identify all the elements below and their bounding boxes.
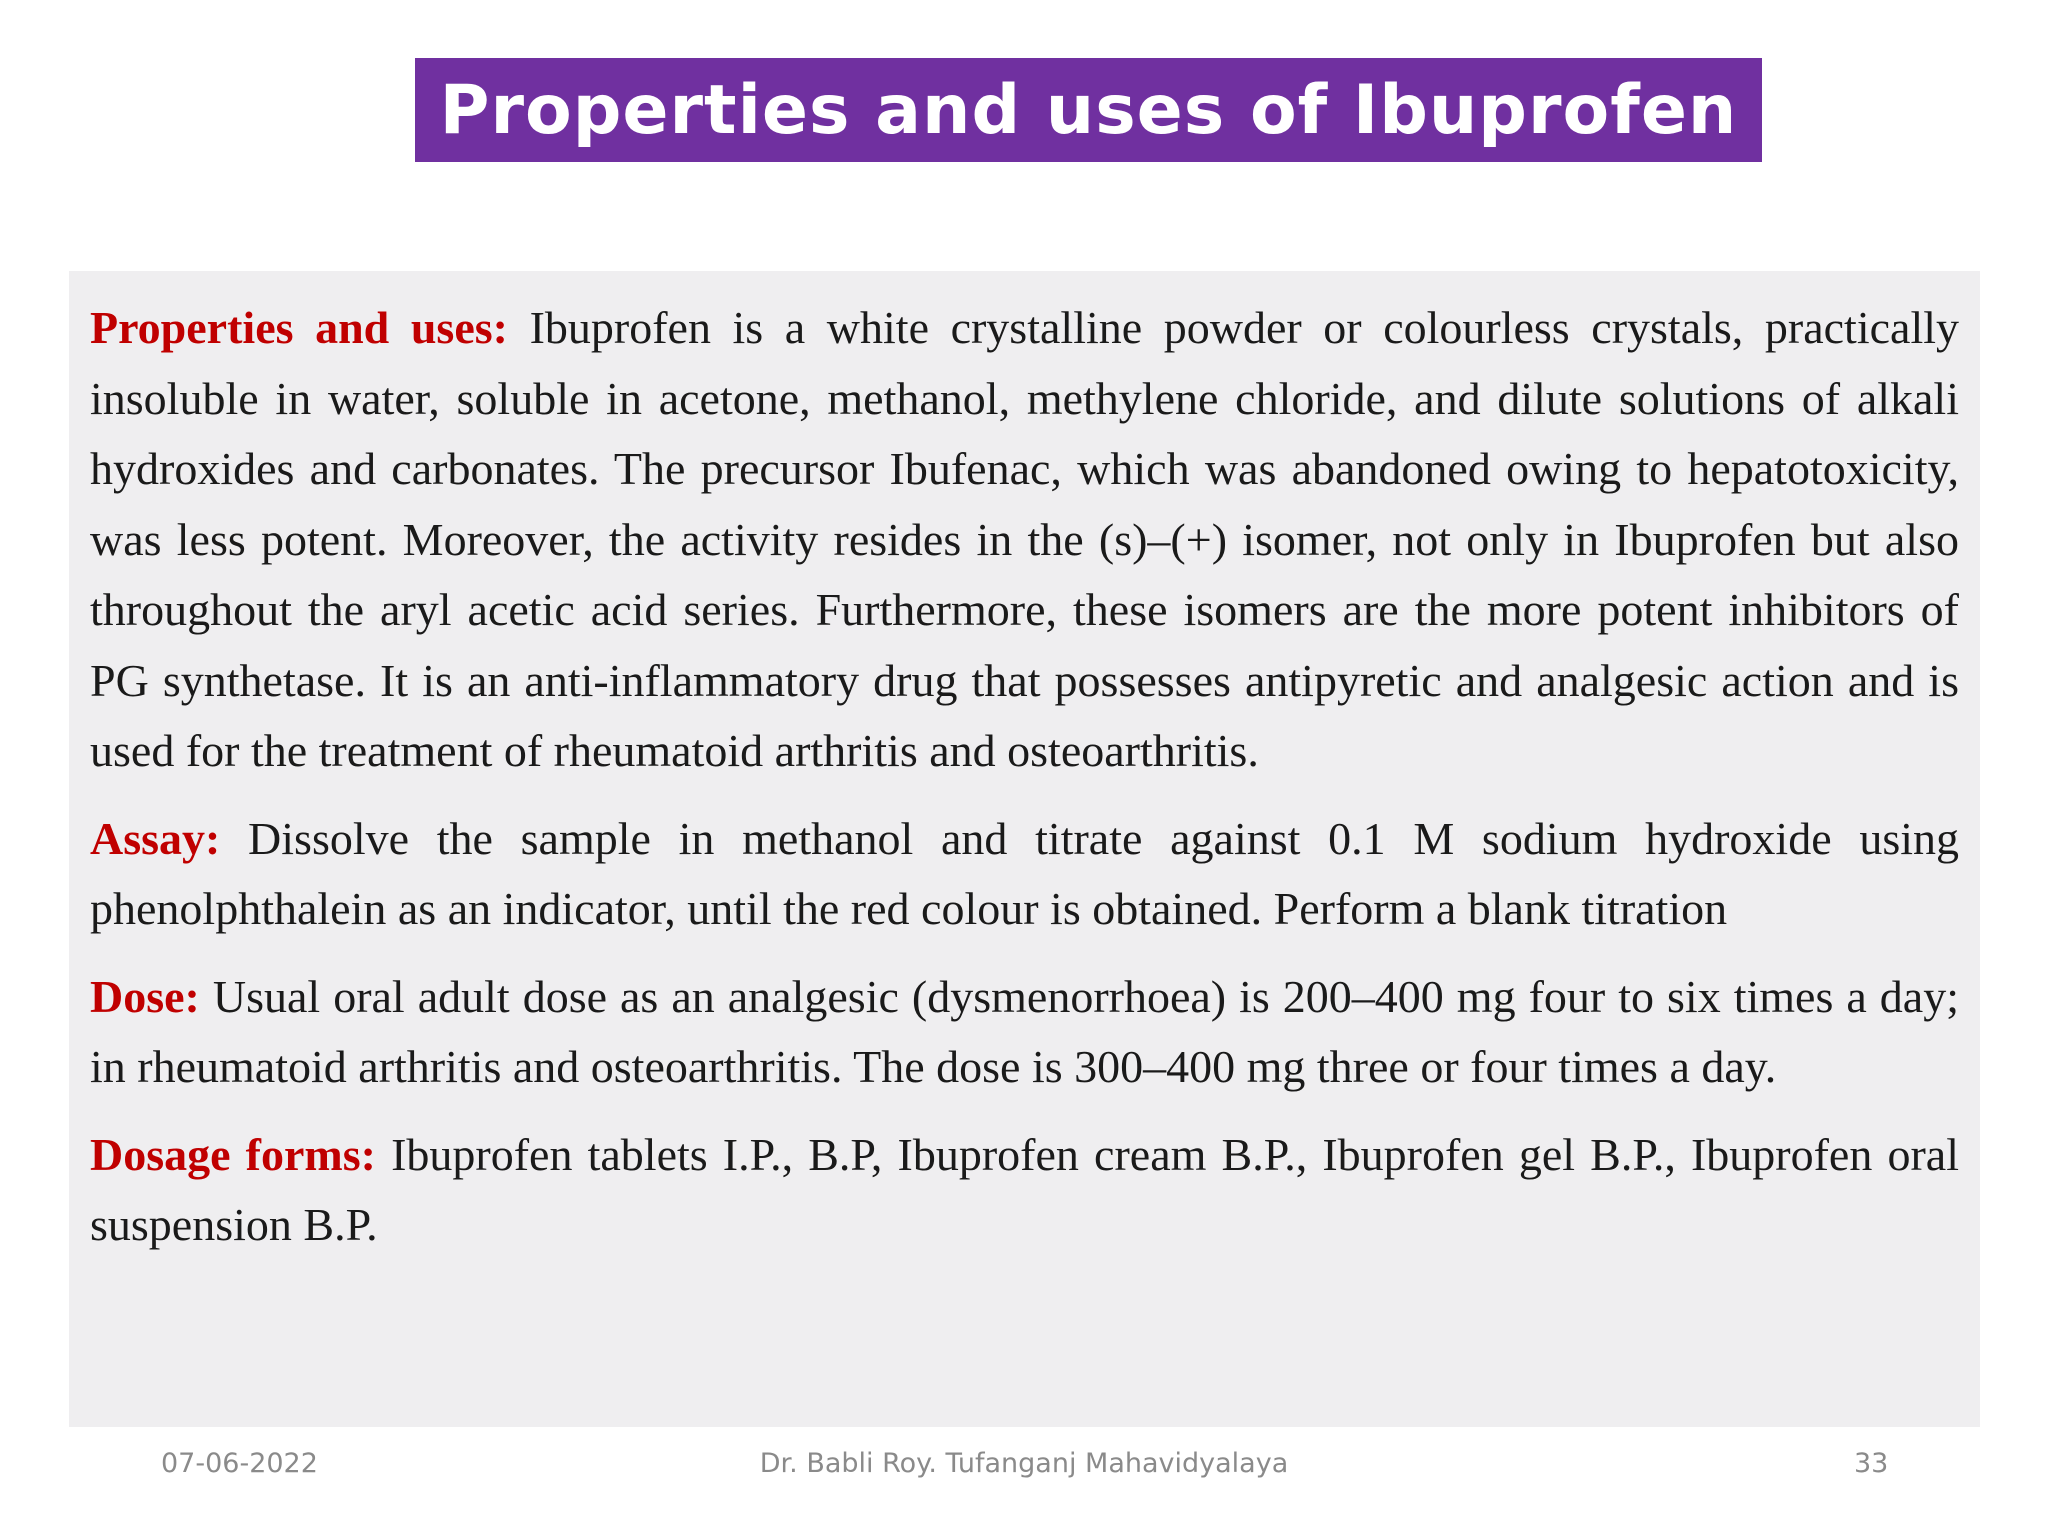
dosage-forms-label: Dosage forms:	[90, 1128, 376, 1180]
dosage-forms-text: Ibuprofen tablets I.P., B.P, Ibuprofen cream B.P., Ibuprofen gel B.P., Ibuprofen oral suspension B.P.	[90, 1128, 1959, 1250]
footer-date: 07-06-2022	[161, 1448, 318, 1479]
properties-label: Properties and uses:	[90, 302, 508, 353]
dose-label: Dose:	[90, 970, 200, 1022]
content-box	[69, 271, 1980, 1427]
assay-label: Assay:	[90, 812, 221, 864]
dose-paragraph	[90, 962, 1959, 1103]
title-banner	[415, 58, 1762, 162]
footer-page-number: 33	[1854, 1448, 1889, 1479]
properties-paragraph	[90, 293, 1959, 787]
properties-text: Ibuprofen is a white crystalline powder or colourless crystals, practically insoluble in water, soluble in acetone, methanol, methylene chloride, and dilute solutions of alkali hydroxides and carbonates. The precursor Ibufenac, which was abandoned owing to hepatotoxicity, was less potent. Moreover, the activity resides in the (s)–(+) isomer, not only in Ibuprofen but also throughout the aryl acetic acid series. Furthermore, these isomers are the more potent inhibitors of PG synthetase. It is an anti-inflammatory drug that possesses antipyretic and analgesic action and is used for the treatment of rheumatoid arthritis and osteoarthritis.	[90, 302, 1960, 776]
slide-title: Properties and uses of Ibuprofen	[439, 70, 1738, 150]
footer-author: Dr. Babli Roy. Tufanganj Mahavidyalaya	[759, 1448, 1289, 1479]
assay-paragraph	[90, 804, 1959, 945]
assay-text: Dissolve the sample in methanol and titrate against 0.1 M sodium hydroxide using phenolphthalein as an indicator, until the red colour is obtained. Perform a blank titration	[90, 812, 1959, 934]
dose-text: Usual oral adult dose as an analgesic (dysmenorrhoea) is 200–400 mg four to six times a day; in rheumatoid arthritis and osteoarthritis. The dose is 300–400 mg three or four times a day.	[90, 970, 1959, 1092]
dosage-forms-paragraph	[90, 1120, 1959, 1261]
